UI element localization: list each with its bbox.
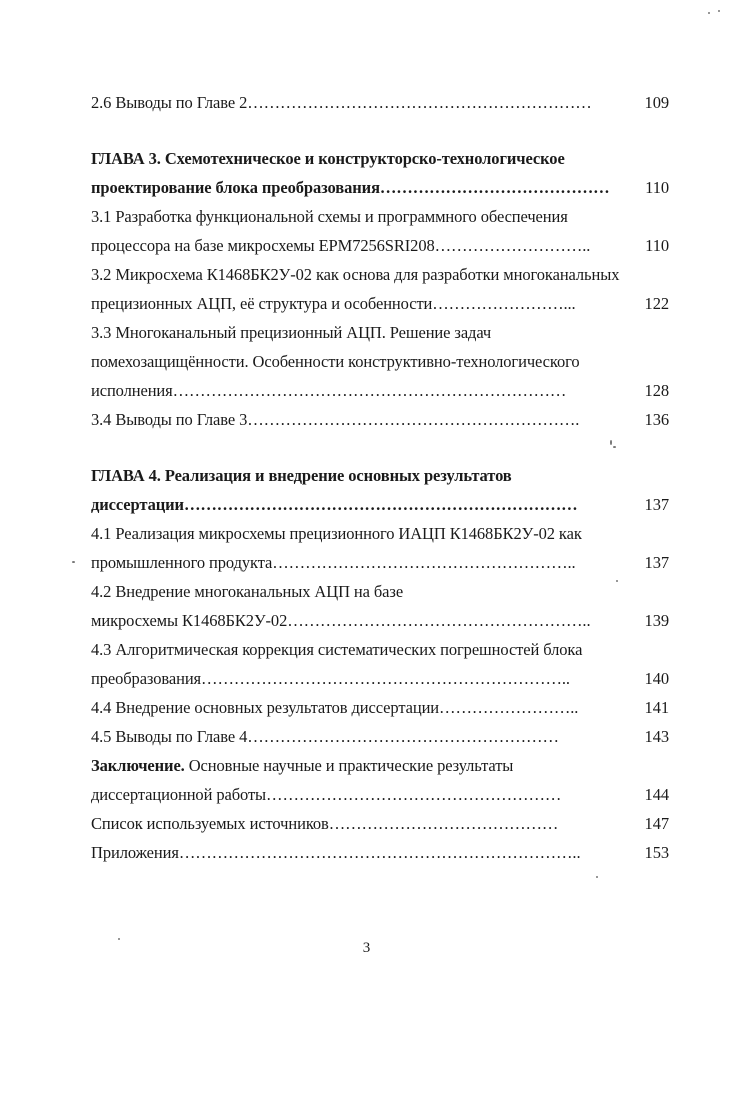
toc-entry-chapter-4 <box>91 461 671 519</box>
toc-page-number: 139 <box>644 611 669 630</box>
toc-page-number: 136 <box>644 410 669 429</box>
toc-entry-line <box>91 606 671 635</box>
toc-page-number: 137 <box>644 553 669 572</box>
toc-entry-line <box>91 780 671 809</box>
toc-entry-line <box>91 751 671 780</box>
toc-page-number: 141 <box>644 698 669 717</box>
toc-entry-text: исполнения……………………………………………………………… <box>91 381 567 400</box>
toc-entry-line: 3.3 Многоканальный прецизионный АЦП. Решение задач <box>91 323 492 342</box>
toc-entry-line <box>91 376 671 405</box>
toc-page-number: 122 <box>644 294 669 313</box>
section-spacer <box>91 434 671 461</box>
chapter-heading-line <box>91 490 671 519</box>
toc-entry-text: 3.4 Выводы по Главе 3……………………………………………………. <box>91 410 580 429</box>
toc-entry-conclusion <box>91 751 671 809</box>
toc-entry-text: диссертации……………………………………………………………… <box>91 495 578 514</box>
toc-page-number: 143 <box>644 727 669 746</box>
toc-entry-line <box>91 231 671 260</box>
toc-entry-text: Приложения……………………………………………………………….. <box>91 843 581 862</box>
scan-speck <box>72 561 75 563</box>
toc-entry-3-4 <box>91 405 671 434</box>
scan-speck <box>613 446 616 448</box>
toc-entry-chapter-3 <box>91 144 671 202</box>
toc-entry-3-1 <box>91 202 671 260</box>
toc-page-number: 109 <box>644 93 669 112</box>
toc-entry-text: 4.5 Выводы по Главе 4………………………………………………… <box>91 727 559 746</box>
toc-entry-line: помехозащищённости. Особенности конструктивно-технологического <box>91 352 580 371</box>
toc-entry-text: процессора на базе микросхемы EPM7256SRI208……………………….. <box>91 236 591 255</box>
toc-entry-line: 4.3 Алгоритмическая коррекция систематических погрешностей блока <box>91 640 583 659</box>
toc-entry-text: проектирование блока преобразования…………………………………… <box>91 178 610 197</box>
table-of-contents <box>91 88 671 867</box>
toc-entry-appendices <box>91 838 671 867</box>
scan-speck <box>596 876 598 878</box>
toc-entry-line <box>91 548 671 577</box>
toc-entry-text: Основные научные и практические результаты <box>184 756 514 775</box>
toc-entry-text: 2.6 Выводы по Главе 2……………………………………………………… <box>91 93 592 112</box>
scan-speck <box>718 10 720 12</box>
toc-entry-3-3 <box>91 318 671 405</box>
conclusion-label: Заключение. <box>91 756 185 775</box>
toc-entry-4-3 <box>91 635 671 693</box>
toc-entry-line <box>91 289 671 318</box>
toc-entry-text: 4.4 Внедрение основных результатов диссертации…………………….. <box>91 698 579 717</box>
toc-entry-text: микросхемы К1468БК2У-02……………………………………………….. <box>91 611 591 630</box>
scan-speck <box>708 12 710 14</box>
toc-entry-line: 3.1 Разработка функциональной схемы и программного обеспечения <box>91 207 568 226</box>
toc-page-number: 153 <box>644 843 669 862</box>
toc-entry-4-1 <box>91 519 671 577</box>
section-spacer <box>91 117 671 144</box>
toc-entry-4-2 <box>91 577 671 635</box>
toc-entry-line: 3.2 Микросхема К1468БК2У-02 как основа для разработки многоканальных <box>91 265 620 284</box>
chapter-heading-line: ГЛАВА 3. Схемотехническое и конструкторско-технологическое <box>91 149 565 168</box>
toc-entry-text: диссертационной работы……………………………………………… <box>91 785 562 804</box>
scan-speck <box>610 440 612 445</box>
toc-entry-4-4 <box>91 693 671 722</box>
toc-entry-text: промышленного продукта……………………………………………….. <box>91 553 576 572</box>
chapter-heading-line: ГЛАВА 4. Реализация и внедрение основных результатов <box>91 466 512 485</box>
page-number-footer: 3 <box>362 940 371 956</box>
toc-entry-line: 4.1 Реализация микросхемы прецизионного ИАЦП К1468БК2У-02 как <box>91 524 582 543</box>
toc-page-number: 110 <box>645 178 669 197</box>
toc-entry-text: Список используемых источников…………………………………… <box>91 814 559 833</box>
toc-entry-line <box>91 664 671 693</box>
chapter-heading-line <box>91 173 671 202</box>
toc-entry-text: прецизионных АЦП, её структура и особенности……………………... <box>91 294 576 313</box>
toc-entry-3-2 <box>91 260 671 318</box>
toc-page-number: 144 <box>644 785 669 804</box>
scan-speck <box>616 580 618 582</box>
toc-entry-2-6 <box>91 88 671 117</box>
scan-speck <box>118 938 120 940</box>
toc-page-number: 128 <box>644 381 669 400</box>
toc-page-number: 137 <box>644 495 669 514</box>
toc-page-number: 110 <box>645 236 669 255</box>
toc-entry-4-5 <box>91 722 671 751</box>
toc-entry-text: преобразования………………………………………………………….. <box>91 669 570 688</box>
toc-page-number: 140 <box>644 669 669 688</box>
toc-entry-references <box>91 809 671 838</box>
toc-page-number: 147 <box>644 814 669 833</box>
toc-entry-line: 4.2 Внедрение многоканальных АЦП на базе <box>91 582 404 601</box>
